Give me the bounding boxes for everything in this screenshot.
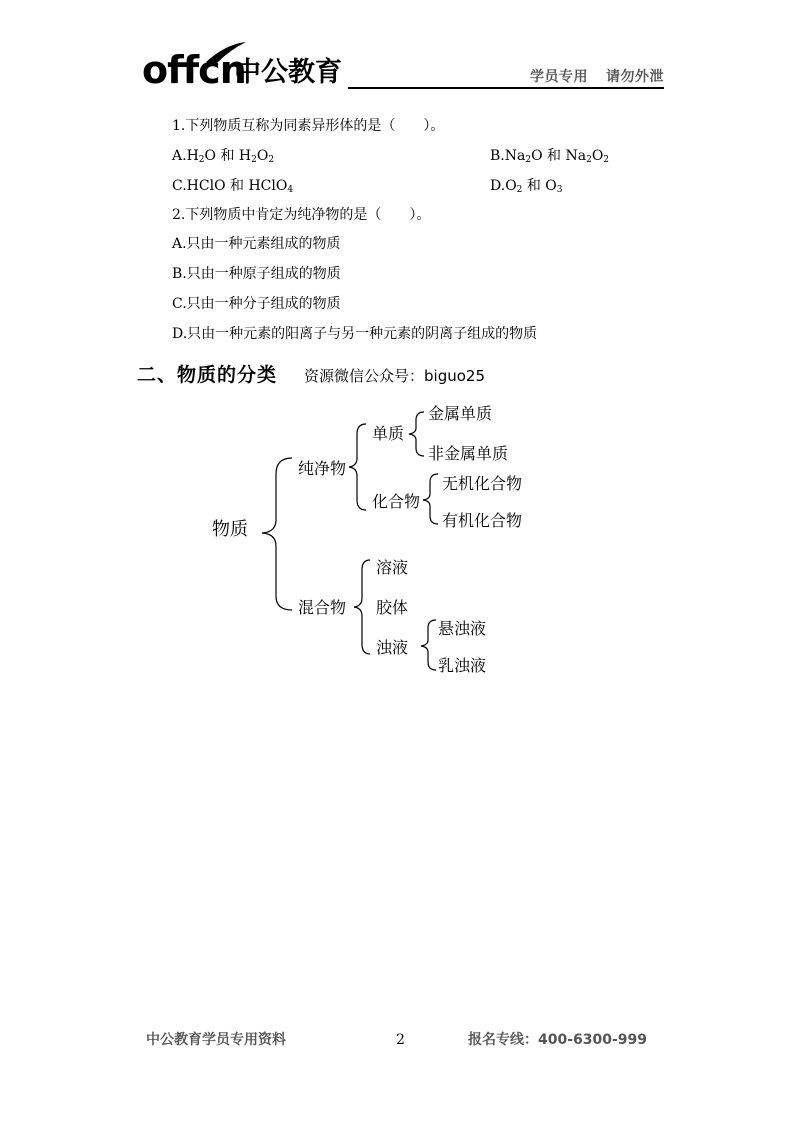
node-substance: 物质 [212,519,248,540]
section-title: 二、物质的分类 [137,364,278,386]
question-2-option-a: A.只由一种元素组成的物质 [172,236,341,252]
tag-members-only: 学员专用 [530,69,588,85]
logo-wordmark: offcn [142,48,246,92]
node-inorganic-compound: 无机化合物 [442,474,523,493]
node-element: 单质 [372,424,405,443]
footer-hotline: 报名专线：400-6300-999 [468,1032,648,1048]
question-1-stem: 1.下列物质互称为同素异形体的是（ ）。 [172,118,445,134]
brace-turbid [421,620,436,670]
node-emulsion: 乳浊液 [438,656,487,675]
footer-left: 中公教育学员专用资料 [146,1032,286,1048]
section-note: 资源微信公众号：biguo25 [304,367,485,385]
question-2-stem: 2.下列物质中肯定为纯净物的是（ ）。 [172,207,431,223]
node-pure-substance: 纯净物 [298,459,347,478]
brace-compound [423,474,438,524]
logo-chinese: 中公教育 [234,57,342,88]
node-mixture: 混合物 [298,598,347,617]
question-2-option-c: C.只由一种分子组成的物质 [172,296,341,312]
node-colloid: 胶体 [376,598,409,617]
page-header [140,40,664,92]
brace-mixture [354,560,370,654]
question-1-option-c: C.HClO 和 HClO$_4$ [172,178,294,195]
header-tags [512,66,664,86]
brace-element [409,412,424,456]
page-number: 2 [396,1032,405,1048]
question-1-option-d: $D.O_2$ 和 $O_3$ [490,178,563,195]
node-solution: 溶液 [376,558,409,577]
tag-no-leak: 请勿外泄 [606,69,664,85]
node-turbid-liquid: 浊液 [376,638,409,657]
question-2-option-d: D.只由一种元素的阳离子与另一种元素的阴离子组成的物质 [172,326,538,342]
node-suspension: 悬浊液 [438,619,487,638]
node-metal-element: 金属单质 [428,404,493,423]
brace-pure [349,424,366,510]
header-divider [348,87,664,89]
question-1-option-a: $A.H_2O$ 和 $H_2O_2$ [172,148,275,165]
question-1-option-b: $B.Na_2O$ 和 $Na_2O_2$ [490,148,610,165]
node-compound: 化合物 [372,492,421,511]
question-2-option-b: B.只由一种原子组成的物质 [172,266,341,282]
brace-root [262,458,292,610]
node-organic-compound: 有机化合物 [442,511,523,530]
node-nonmetal-element: 非金属单质 [428,444,509,463]
